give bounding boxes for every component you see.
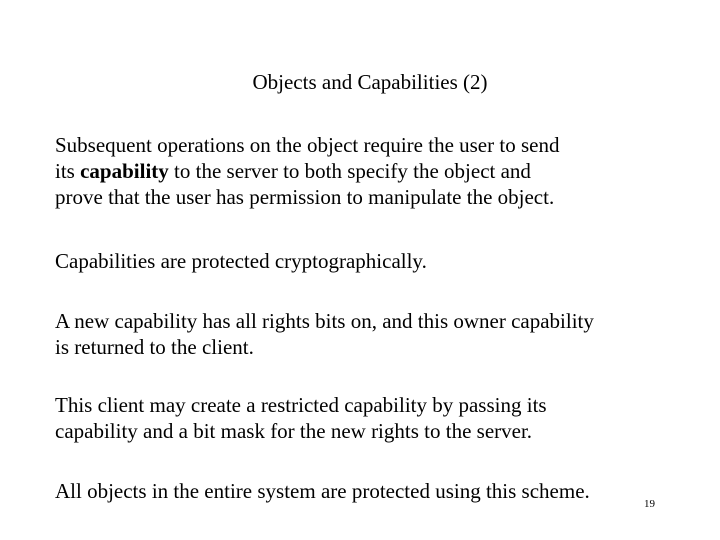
paragraph-line: Capabilities are protected cryptographically. [55, 249, 427, 273]
text-run: its [55, 159, 81, 183]
paragraph-protection [55, 248, 695, 274]
paragraph-line: Subsequent operations on the object require the user to send [55, 133, 560, 157]
paragraph-line: is returned to the client. [55, 335, 254, 359]
paragraph-line: prove that the user has permission to manipulate the object. [55, 185, 555, 209]
paragraph-line: This client may create a restricted capability by passing its [55, 393, 547, 417]
paragraph-line: capability and a bit mask for the new rights to the server. [55, 419, 533, 443]
paragraph-restricted-capability [55, 392, 695, 444]
paragraph-new-capability [55, 308, 695, 360]
page-number: 19 [644, 498, 655, 510]
text-run: to the server to both specify the object and [168, 159, 531, 183]
paragraph-line [55, 158, 695, 184]
paragraph-line: A new capability has all rights bits on, and this owner capability [55, 309, 594, 333]
paragraph-scheme [55, 478, 695, 504]
slide-title: Objects and Capabilities (2) [252, 70, 488, 94]
paragraph-operations [55, 132, 695, 210]
capability-term: capability [80, 159, 169, 183]
paragraph-line: All objects in the entire system are protected using this scheme. [55, 479, 590, 503]
